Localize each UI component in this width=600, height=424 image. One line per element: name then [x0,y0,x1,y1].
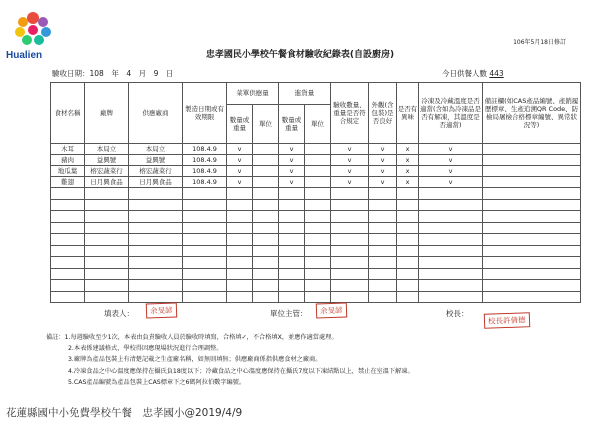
cell-in-qty: v [279,144,305,155]
cell-remarks [483,155,581,166]
header-mfg-date: 製造日期或有效期限 [183,83,227,144]
note-line: 4.冷凍食品之中心溫度應保持在攝氏負18度以下；冷藏食品之中心溫度應保持在攝氏7度以下凍結點以上，禁止在室溫下解凍。 [68,367,414,375]
inspection-date: 驗收日期：108 年 4 月 9 日 [52,69,174,78]
header-qty-weight-1: 數量或重量 [227,105,253,144]
table-row-empty [51,222,581,234]
revision-date: 106年5月18日修訂 [513,39,566,46]
cell-supplier: 榕宏蔬菜行 [129,166,183,177]
filler-stamp: 余旻諺 [146,302,177,318]
cell-veg-unit [253,155,279,166]
cell-match: v [331,177,369,188]
cell-in-qty: v [279,155,305,166]
cell-veg-qty: v [227,177,253,188]
cell-in-unit [305,166,331,177]
cell-cold-temp: v [419,144,483,155]
cell-remarks [483,177,581,188]
header-qty-weight-2: 數量或重量 [279,105,305,144]
cell-cold-temp: v [419,155,483,166]
principal-label: 校長： [446,309,469,318]
supply-count [442,68,504,79]
cell-food: 木耳 [51,144,85,155]
cell-food: 豬肉 [51,155,85,166]
cell-package: v [369,144,397,155]
table-row [51,177,581,188]
cell-cold-temp: v [419,177,483,188]
cell-food: 地瓜葉 [51,166,85,177]
cell-veg-unit [253,166,279,177]
cell-veg-unit [253,144,279,155]
cell-remarks [483,144,581,155]
cell-date: 108.4.9 [183,144,227,155]
cell-supplier: 益興號 [129,155,183,166]
note-line: 5.CAS產品編號為產品包裝上CAS標章下之6碼阿拉伯數字編號。 [68,378,246,386]
unit-head-label: 單位主管： [270,309,308,318]
cell-brand: 日月興食品 [85,177,129,188]
cell-in-qty: v [279,166,305,177]
header-unit-1: 單位 [253,105,279,144]
header-match: 驗收數量、重量是否符合規定 [331,83,369,144]
cell-supplier: 日月興食品 [129,177,183,188]
cell-veg-qty: v [227,144,253,155]
cell-in-unit [305,177,331,188]
cell-date: 108.4.9 [183,166,227,177]
table-row-empty [51,234,581,246]
header-cold-temp: 冷凍及冷藏溫度是否適當(含如為冷凍品是否有解凍，其溫度是否適當) [419,83,483,144]
cell-abnormal: x [397,155,419,166]
photo-caption: 花蓮縣國中小免費學校午餐 忠孝國小@2019/4/9 [6,407,243,419]
cell-brand: 榕宏蔬菜行 [85,166,129,177]
table-row-empty [51,268,581,280]
cell-package: v [369,155,397,166]
inspection-table [50,82,581,303]
cell-veg-unit [253,177,279,188]
note-line: 備註：1.每週驗收至少1次，本表由負責驗收人員於驗收時填寫，合格填✓，不合格填X，並應作適當處理。 [46,334,338,341]
table-row-empty [51,199,581,211]
cell-supplier: 本局立 [129,144,183,155]
header-abnormal: 是否有異味 [397,83,419,144]
cell-food: 雞翅 [51,177,85,188]
cell-cold-temp: v [419,166,483,177]
unit-head-stamp: 余旻諺 [316,302,347,318]
cell-in-qty: v [279,177,305,188]
cell-package: v [369,166,397,177]
header-veg-supply: 菜單供應量 [227,83,279,105]
page-title: 忠孝國民小學校午餐食材驗收紀錄表(自設廚房) [205,50,395,60]
notes [46,332,566,388]
cell-date: 108.4.9 [183,177,227,188]
table-row [51,155,581,166]
cell-abnormal: x [397,166,419,177]
cell-brand: 益興號 [85,155,129,166]
header-remarks: 備註欄(如CAS產品編號、產銷履歷標章、生產追溯QR Code、防檢局屠檢合格標章編號、異常狀況等) [483,83,581,144]
cell-match: v [331,144,369,155]
note-line: 2.本表係建議格式，學校得因應現場狀況進行合理調整。 [68,345,223,353]
table-row-empty [51,188,581,200]
filler-label: 填表人： [104,309,134,318]
table-row-empty [51,280,581,292]
cell-package: v [369,177,397,188]
cell-date: 108.4.9 [183,155,227,166]
header-brand: 廠牌 [85,83,129,144]
supply-count-label: 今日供餐人數 [442,69,487,78]
header-unit-2: 單位 [305,105,331,144]
cell-veg-qty: v [227,155,253,166]
header-package: 外觀(含包裝)是否良好 [369,83,397,144]
cell-brand: 本局立 [85,144,129,155]
table-row-empty [51,211,581,223]
cell-in-unit [305,155,331,166]
header-actual-in: 進貨量 [279,83,331,105]
table-row-empty [51,257,581,269]
table-row [51,144,581,155]
supply-count-value: 443 [489,69,504,78]
note-line: 3.廠牌為產品包裝上有清楚記載之生產廠名稱，如無則填無；供應廠商係指供應食材之廠商。 [68,356,322,364]
header-food-name: 食材名稱 [51,83,85,144]
header-supplier: 供應廠商 [129,83,183,144]
cell-match: v [331,166,369,177]
logo-text: Hualien [6,50,43,61]
table-row-empty [51,291,581,303]
table-row [51,166,581,177]
cell-abnormal: x [397,144,419,155]
cell-veg-qty: v [227,166,253,177]
cell-remarks [483,166,581,177]
cell-in-unit [305,144,331,155]
principal-stamp: 校長許倩德 [484,312,530,329]
cell-abnormal: x [397,177,419,188]
table-row-empty [51,245,581,257]
cell-match: v [331,155,369,166]
